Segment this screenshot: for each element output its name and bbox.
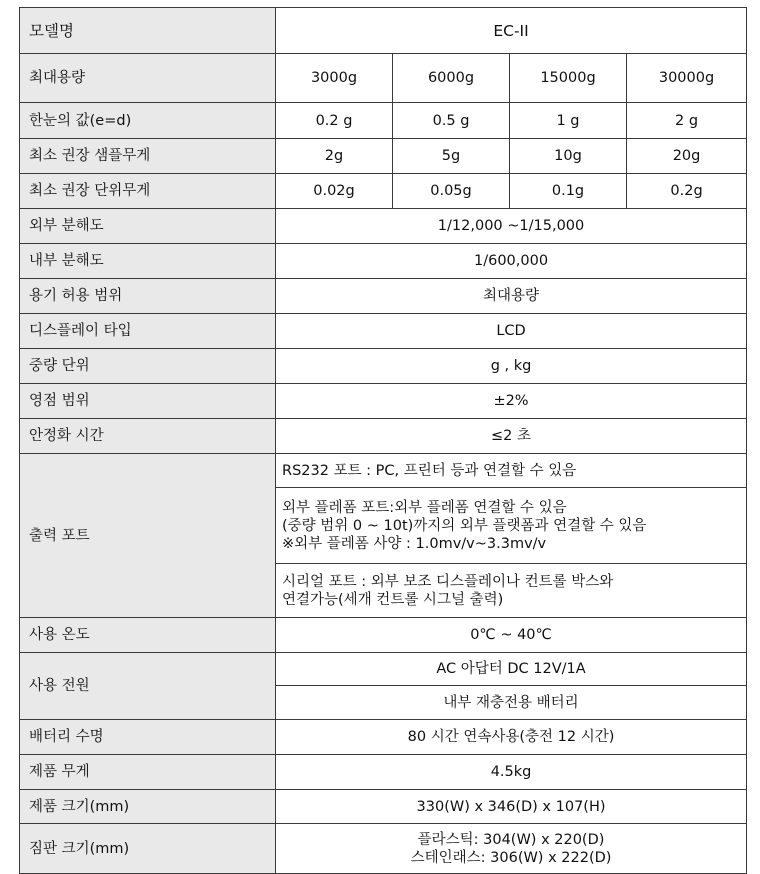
pan-size-stainless: 스테인래스: 306(W) x 222(D) <box>410 849 612 866</box>
serial-port-cell <box>276 564 747 618</box>
row-min-unit <box>20 174 747 209</box>
min-sample-value: 10g <box>510 139 627 174</box>
row-tare-range <box>20 279 747 314</box>
row-weight-unit <box>20 349 747 384</box>
internal-resolution-value: 1/600,000 <box>276 244 747 279</box>
min-unit-label: 최소 권장 단위무게 <box>20 174 276 209</box>
capacity-label: 최대용량 <box>20 54 276 103</box>
zero-range-value: ±2% <box>276 384 747 419</box>
zero-range-label: 영점 범위 <box>20 384 276 419</box>
internal-resolution-label: 내부 분해도 <box>20 244 276 279</box>
min-unit-value: 0.2g <box>627 174 747 209</box>
product-size-label: 제품 크기(mm) <box>20 790 276 824</box>
product-size-value: 330(W) x 346(D) x 107(H) <box>276 790 747 824</box>
row-zero-range <box>20 384 747 419</box>
platform-port-spec: ※외부 플레폼 사양 : 1.0mv/v~3.3mv/v <box>282 535 547 552</box>
platform-port-line: 외부 플레폼 포트:외부 플레폼 연결할 수 있음 <box>282 499 567 516</box>
row-battery-life <box>20 720 747 755</box>
row-operating-temp <box>20 618 747 653</box>
pan-size-label: 짐판 크기(mm) <box>20 824 276 874</box>
tare-range-value: 최대용량 <box>276 279 747 314</box>
min-unit-value: 0.02g <box>276 174 393 209</box>
weight-unit-label: 중량 단위 <box>20 349 276 384</box>
stabilization-value: ≤2 초 <box>276 419 747 454</box>
capacity-value: 30000g <box>627 54 747 103</box>
capacity-value: 3000g <box>276 54 393 103</box>
output-port-label: 출력 포트 <box>20 454 276 618</box>
product-weight-value: 4.5kg <box>276 755 747 790</box>
serial-port-line: 시리얼 포트 : 외부 보조 디스플레이나 컨트롤 박스와 <box>282 573 614 590</box>
battery-life-value: 80 시간 연속사용(충전 12 시간) <box>276 720 747 755</box>
row-min-sample <box>20 139 747 174</box>
capacity-value: 15000g <box>510 54 627 103</box>
weight-unit-value: g , kg <box>276 349 747 384</box>
min-sample-value: 5g <box>393 139 510 174</box>
row-readability <box>20 103 747 139</box>
readability-value: 1 g <box>510 103 627 139</box>
rs232-port-text: RS232 포트 : PC, 프린터 등과 연결할 수 있음 <box>276 454 747 488</box>
row-internal-resolution <box>20 244 747 279</box>
model-label: 모델명 <box>20 8 276 54</box>
product-weight-label: 제품 무게 <box>20 755 276 790</box>
row-power-adapter <box>20 653 747 686</box>
power-adapter-value: AC 아답터 DC 12V/1A <box>276 653 747 686</box>
row-stabilization <box>20 419 747 454</box>
pan-size-plastic: 플라스틱: 304(W) x 220(D) <box>417 831 605 848</box>
pan-size-cell <box>276 824 747 874</box>
model-value: EC-II <box>276 8 747 54</box>
display-type-label: 디스플레이 타입 <box>20 314 276 349</box>
battery-life-label: 배터리 수명 <box>20 720 276 755</box>
external-resolution-value: 1/12,000 ~1/15,000 <box>276 209 747 244</box>
spec-table <box>19 7 747 874</box>
operating-temp-value: 0℃ ~ 40℃ <box>276 618 747 653</box>
min-unit-value: 0.1g <box>510 174 627 209</box>
power-label: 사용 전원 <box>20 653 276 720</box>
external-resolution-label: 외부 분해도 <box>20 209 276 244</box>
operating-temp-label: 사용 온도 <box>20 618 276 653</box>
row-product-weight <box>20 755 747 790</box>
row-display-type <box>20 314 747 349</box>
capacity-value: 6000g <box>393 54 510 103</box>
row-external-resolution <box>20 209 747 244</box>
min-sample-label: 최소 권장 샘플무게 <box>20 139 276 174</box>
min-unit-value: 0.05g <box>393 174 510 209</box>
serial-port-line: 연결가능(세개 컨트롤 시그널 출력) <box>282 591 504 608</box>
min-sample-value: 2g <box>276 139 393 174</box>
row-output-rs232 <box>20 454 747 488</box>
readability-value: 0.5 g <box>393 103 510 139</box>
readability-label: 한눈의 값(e=d) <box>20 103 276 139</box>
min-sample-value: 20g <box>627 139 747 174</box>
power-battery-value: 내부 재충전용 배터리 <box>276 686 747 720</box>
row-product-size <box>20 790 747 824</box>
tare-range-label: 용기 허용 범위 <box>20 279 276 314</box>
display-type-value: LCD <box>276 314 747 349</box>
row-pan-size <box>20 824 747 874</box>
readability-value: 0.2 g <box>276 103 393 139</box>
stabilization-label: 안정화 시간 <box>20 419 276 454</box>
row-model <box>20 8 747 54</box>
row-capacity <box>20 54 747 103</box>
platform-port-cell <box>276 488 747 564</box>
readability-value: 2 g <box>627 103 747 139</box>
platform-port-line: (중량 범위 0 ~ 10t)까지의 외부 플랫폼과 연결할 수 있음 <box>282 517 647 534</box>
